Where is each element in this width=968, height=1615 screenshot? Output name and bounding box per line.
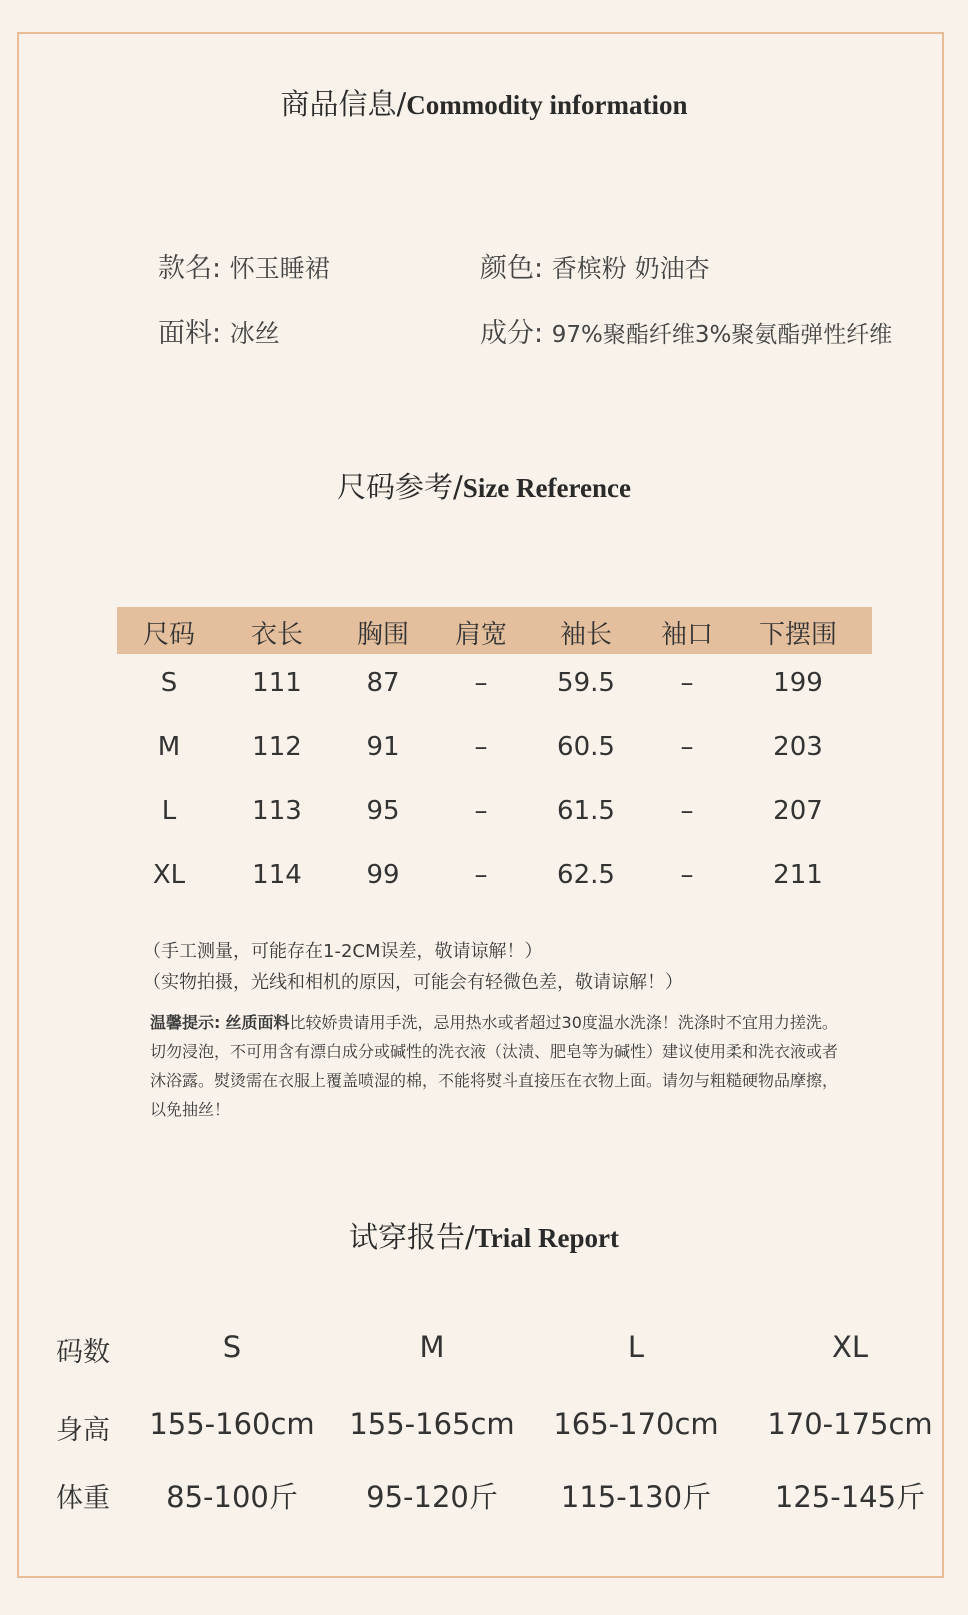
size-ref-title-cn: 尺码参考/	[337, 470, 463, 504]
size-ref-title	[0, 465, 968, 506]
size-table-cell: 112	[252, 732, 302, 762]
trial-row-label: 身高	[56, 1415, 110, 1446]
commodity-title-en: Commodity information	[406, 90, 688, 120]
size-table-header-cell: 胸围	[356, 620, 409, 650]
size-table-cell: –	[680, 732, 694, 762]
size-table-cell: –	[680, 860, 694, 890]
size-table-header-cell: 袖长	[559, 620, 612, 650]
trial-heights-cell: 155-160cm	[149, 1407, 315, 1441]
size-table-cell: 87	[366, 668, 400, 698]
composition-info	[480, 311, 892, 350]
trial-sizes-cell: XL	[831, 1330, 869, 1364]
size-table-cell: –	[474, 860, 488, 890]
size-table-header-cell: 衣长	[250, 620, 303, 650]
care-tip	[150, 1008, 840, 1124]
tip-text: 比较娇贵请用手洗，忌用热水或者超过30度温水洗涤！洗涤时不宜用力搓洗。切勿浸泡，不可用含有漂白成分或碱性的洗衣液（汰渍、肥皂等为碱性）建议使用柔和洗衣液或者沐浴露。熨烫需在衣服上覆盖喷湿的棉，不能将熨斗直接压在衣物上面。请勿与粗糙硬物品摩擦，以免抽丝！	[150, 1013, 839, 1119]
tip-bold: 丝质面料	[225, 1013, 290, 1032]
style-name	[158, 246, 330, 285]
size-table-cell: 211	[773, 860, 823, 890]
size-table-cell: 203	[773, 732, 823, 762]
size-table-cell: 60.5	[557, 732, 615, 762]
fabric-label: 面料:	[158, 318, 222, 349]
color-note: （实物拍摄，光线和相机的原因，可能会有轻微色差，敬请谅解！）	[143, 972, 683, 993]
tip-label: 温馨提示:	[150, 1013, 221, 1032]
trial-sizes-cell: L	[627, 1330, 645, 1364]
composition-value: 97%聚酯纤维3%聚氨酯弹性纤维	[551, 322, 893, 348]
size-table-cell: 61.5	[557, 796, 615, 826]
color-value: 香槟粉 奶油杏	[551, 254, 710, 283]
size-table-cell: 111	[252, 668, 302, 698]
size-table-header-cell: 袖口	[660, 620, 713, 650]
trial-sizes-cell: M	[419, 1330, 445, 1364]
size-table-header-cell: 尺码	[142, 620, 195, 650]
size-table-cell: –	[474, 732, 488, 762]
size-table-cell: 59.5	[557, 668, 615, 698]
measure-note: （手工测量，可能存在1-2CM误差，敬请谅解！）	[143, 941, 543, 962]
size-table-cell: 95	[366, 796, 400, 826]
trial-weights-cell: 125-145斤	[774, 1480, 926, 1514]
size-ref-title-en: Size Reference	[462, 473, 631, 503]
composition-label: 成分:	[480, 318, 544, 349]
fabric-value: 冰丝	[229, 319, 280, 348]
trial-heights-cell: 170-175cm	[767, 1407, 933, 1441]
trial-row-label: 码数	[56, 1337, 110, 1368]
trial-heights-cell: 155-165cm	[349, 1407, 515, 1441]
size-table-cell: 99	[366, 860, 400, 890]
size-table-cell: 62.5	[557, 860, 615, 890]
size-table-cell: –	[680, 796, 694, 826]
size-table-cell: L	[161, 796, 177, 826]
commodity-title	[0, 82, 968, 123]
size-table-cell: 113	[252, 796, 302, 826]
style-label: 款名:	[158, 253, 222, 284]
size-table-cell: XL	[152, 860, 186, 890]
trial-weights-cell: 115-130斤	[560, 1480, 712, 1514]
trial-title	[0, 1215, 968, 1256]
commodity-title-cn: 商品信息/	[280, 87, 407, 121]
size-table-header-cell: 下摆围	[758, 620, 837, 650]
size-table-cell: S	[160, 668, 178, 698]
color-label: 颜色:	[480, 253, 544, 284]
color-info	[480, 246, 710, 285]
size-table-cell: 114	[252, 860, 302, 890]
size-table-cell: 91	[366, 732, 400, 762]
size-table-header-cell: 肩宽	[454, 620, 507, 650]
trial-weights-cell: 85-100斤	[166, 1480, 298, 1514]
trial-title-en: Trial Report	[474, 1223, 619, 1253]
trial-sizes-cell: S	[222, 1330, 242, 1364]
size-table-cell: –	[474, 796, 488, 826]
size-table-cell: –	[680, 668, 694, 698]
trial-heights-cell: 165-170cm	[553, 1407, 719, 1441]
style-value: 怀玉睡裙	[229, 254, 330, 283]
trial-title-cn: 试穿报告/	[349, 1220, 475, 1254]
size-table-cell: –	[474, 668, 488, 698]
trial-row-label: 体重	[56, 1483, 110, 1514]
size-table-cell: M	[157, 732, 181, 762]
trial-weights-cell: 95-120斤	[366, 1480, 498, 1514]
fabric-info	[158, 311, 280, 350]
size-table-cell: 199	[773, 668, 823, 698]
size-table-cell: 207	[773, 796, 823, 826]
